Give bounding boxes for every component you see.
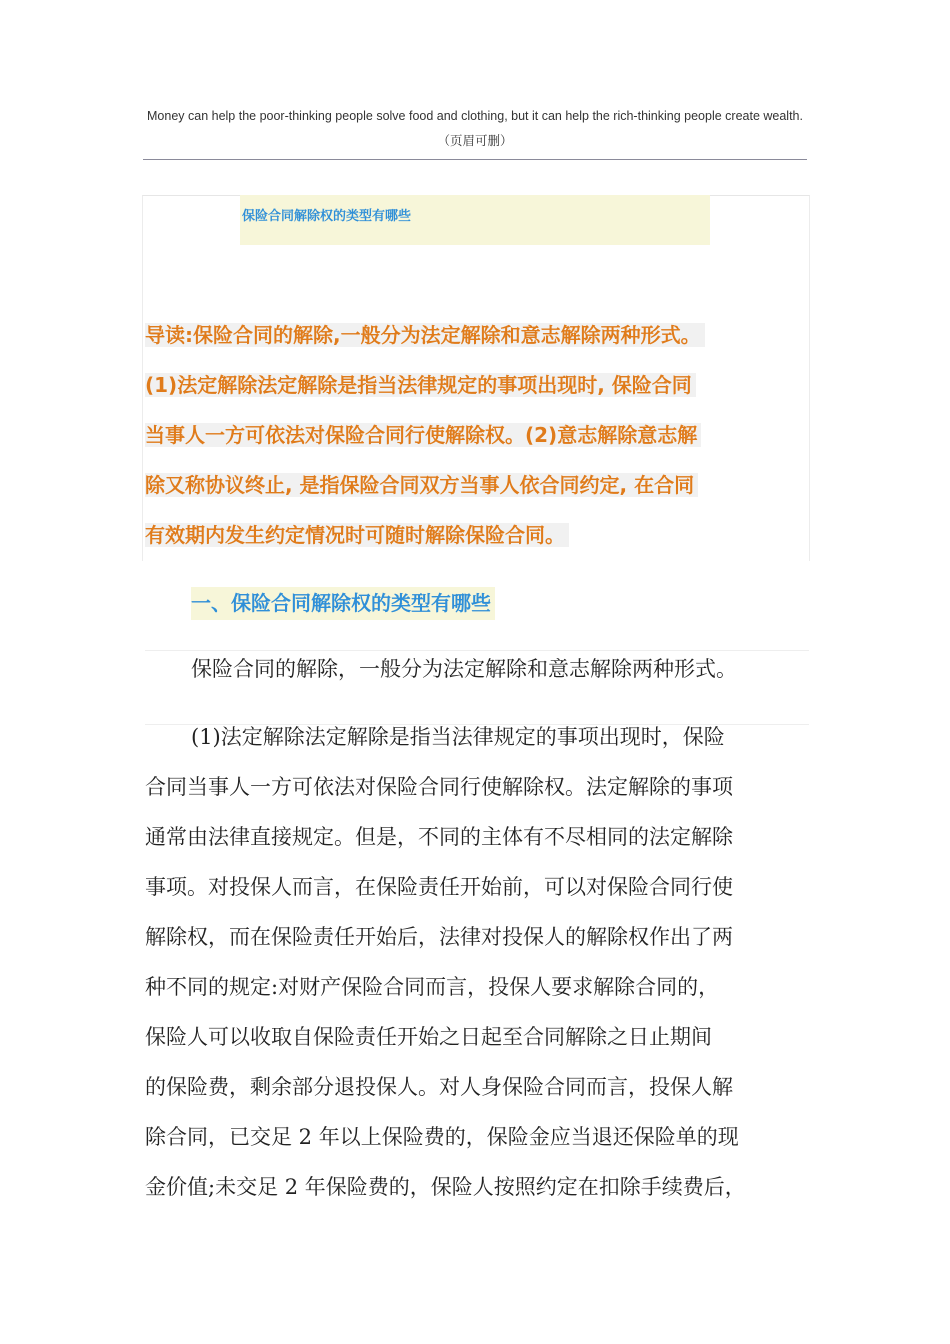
intro-line: 当事人一方可依法对保险合同行使解除权。(2)意志解除意志解 <box>145 410 809 460</box>
header-divider <box>143 159 807 160</box>
section-heading: 一、保险合同解除权的类型有哪些 <box>191 587 495 620</box>
paragraph-line: 金价值;未交足 2 年保险费的，保险人按照约定在扣除手续费后， <box>145 1175 746 1199</box>
paragraph-line: 保险人可以收取自保险责任开始之日起至合同解除之日止期间 <box>145 1025 712 1049</box>
intro-line: (1)法定解除法定解除是指当法律规定的事项出现时, 保险合同 <box>145 360 809 410</box>
paragraph-1 <box>145 650 809 687</box>
page-header: Money can help the poor-thinking people solve food and clothing, but it can help the rich-thinking people create wealth.（页眉可删） <box>147 109 803 148</box>
paragraph-2 <box>145 724 809 1225</box>
document-title: 保险合同解除权的类型有哪些 <box>242 209 412 224</box>
paragraph-line: 事项。对投保人而言，在保险责任开始前，可以对保险合同行使 <box>145 875 733 899</box>
paragraph-line: (1)法定解除法定解除是指当法律规定的事项出现时，保险 <box>191 725 725 749</box>
intro-line: 有效期内发生约定情况时可随时解除保险合同。 <box>145 510 809 560</box>
paragraph-line: 合同当事人一方可依法对保险合同行使解除权。法定解除的事项 <box>145 775 733 799</box>
intro-line: 除又称协议终止, 是指保险合同双方当事人依合同约定, 在合同 <box>145 460 809 510</box>
paragraph-line: 种不同的规定:对财产保险合同而言，投保人要求解除合同的， <box>145 975 720 999</box>
paragraph-line: 通常由法律直接规定。但是，不同的主体有不尽相同的法定解除 <box>145 825 733 849</box>
intro-block <box>145 310 809 560</box>
paragraph-line: 解除权，而在保险责任开始后，法律对投保人的解除权作出了两 <box>145 925 733 949</box>
paragraph-line: 除合同，已交足 2 年以上保险费的，保险金应当退还保险单的现 <box>145 1125 739 1149</box>
intro-line: 导读:保险合同的解除,一般分为法定解除和意志解除两种形式。 <box>145 310 809 360</box>
paragraph-1-text: 保险合同的解除，一般分为法定解除和意志解除两种形式。 <box>191 657 737 681</box>
paragraph-line: 的保险费，剩余部分退投保人。对人身保险合同而言，投保人解 <box>145 1075 733 1099</box>
